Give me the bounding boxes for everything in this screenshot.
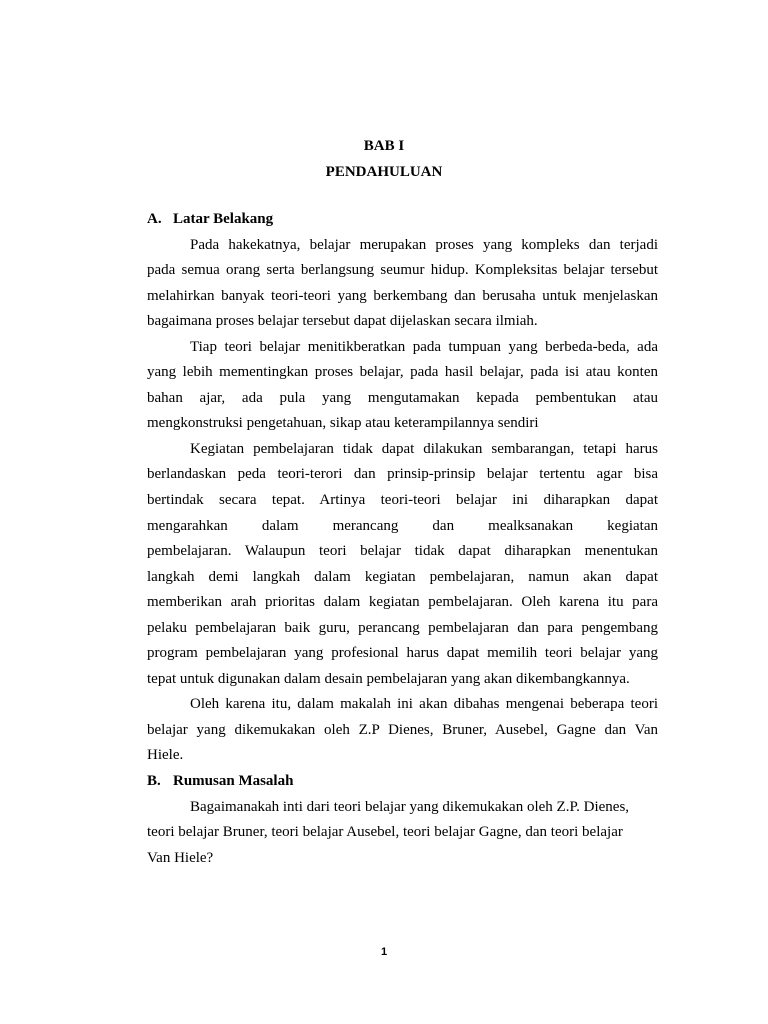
paragraph xyxy=(147,797,658,874)
text-line: teori belajar Bruner, teori belajar Ausebel, teori belajar Gagne, dan teori belajar xyxy=(147,824,623,841)
text-line: Tiap teori belajar menitikberatkan pada tumpuan yang berbeda-beda, ada xyxy=(190,338,658,355)
text-line: Hiele. xyxy=(147,747,184,764)
section-marker: A. xyxy=(147,211,162,227)
paragraph xyxy=(147,439,658,694)
chapter-header xyxy=(0,136,768,188)
text-line: Van Hiele? xyxy=(147,849,214,866)
text-line: berlandaskan peda teori-terori dan prinsip-prinsip belajar tertentu agar bisa xyxy=(147,466,658,483)
text-line: melahirkan banyak teori-teori yang berkembang dan berusaha untuk menjelaskan xyxy=(147,287,658,304)
text-line: Bagaimanakah inti dari teori belajar yang dikemukakan oleh Z.P. Dienes, xyxy=(190,798,630,815)
chapter-title: PENDAHULUAN xyxy=(325,164,443,180)
section-heading-text: Latar Belakang xyxy=(173,211,274,227)
paragraph xyxy=(147,694,658,771)
text-line: mengkonstruksi pengetahuan, sikap atau keterampilannya sendiri xyxy=(147,415,539,432)
section-marker: B. xyxy=(147,773,161,790)
section-heading-latar-belakang xyxy=(147,209,658,235)
page-number: 1 xyxy=(380,946,388,958)
text-line: pelaku pembelajaran baik guru, perancang pembelajaran dan para pengembang xyxy=(147,619,658,636)
text-line: tepat untuk digunakan dalam desain pembelajaran yang akan dikembangkannya. xyxy=(147,670,630,687)
paragraph xyxy=(147,235,658,337)
chapter-number: BAB I xyxy=(363,138,405,154)
text-line: pada semua orang serta berlangsung seumur hidup. Kompleksitas belajar tersebut xyxy=(147,262,658,279)
text-line: belajar yang dikemukakan oleh Z.P Dienes, Bruner, Ausebel, Gagne dan Van xyxy=(147,721,658,738)
text-line: program pembelajaran yang profesional harus dapat memilih teori belajar yang xyxy=(147,645,658,662)
paragraph xyxy=(147,337,658,439)
text-line: bahan ajar, ada pula yang mengutamakan kepada pembentukan atau xyxy=(147,389,658,406)
text-line: mengarahkan dalam merancang dan mealksanakan kegiatan xyxy=(147,517,658,534)
text-line: Pada hakekatnya, belajar merupakan proses yang kompleks dan terjadi xyxy=(190,236,658,253)
text-line: bertindak secara tepat. Artinya teori-teori belajar ini diharapkan dapat xyxy=(147,492,658,509)
text-line: yang lebih mementingkan proses belajar, pada hasil belajar, pada isi atau konten xyxy=(147,364,658,381)
text-line: bagaimana proses belajar tersebut dapat dijelaskan secara ilmiah. xyxy=(147,313,538,330)
text-line: Oleh karena itu, dalam makalah ini akan dibahas mengenai beberapa teori xyxy=(190,696,658,713)
section-heading-rumusan-masalah xyxy=(147,771,658,797)
document-body xyxy=(147,209,658,873)
text-line: memberikan arah prioritas dalam kegiatan pembelajaran. Oleh karena itu para xyxy=(147,594,658,611)
text-line: pembelajaran. Walaupun teori belajar tidak dapat diharapkan menentukan xyxy=(147,543,658,560)
section-heading-text: Rumusan Masalah xyxy=(173,773,294,790)
text-line: Kegiatan pembelajaran tidak dapat dilakukan sembarangan, tetapi harus xyxy=(190,440,658,457)
text-line: langkah demi langkah dalam kegiatan pembelajaran, namun akan dapat xyxy=(147,568,658,585)
